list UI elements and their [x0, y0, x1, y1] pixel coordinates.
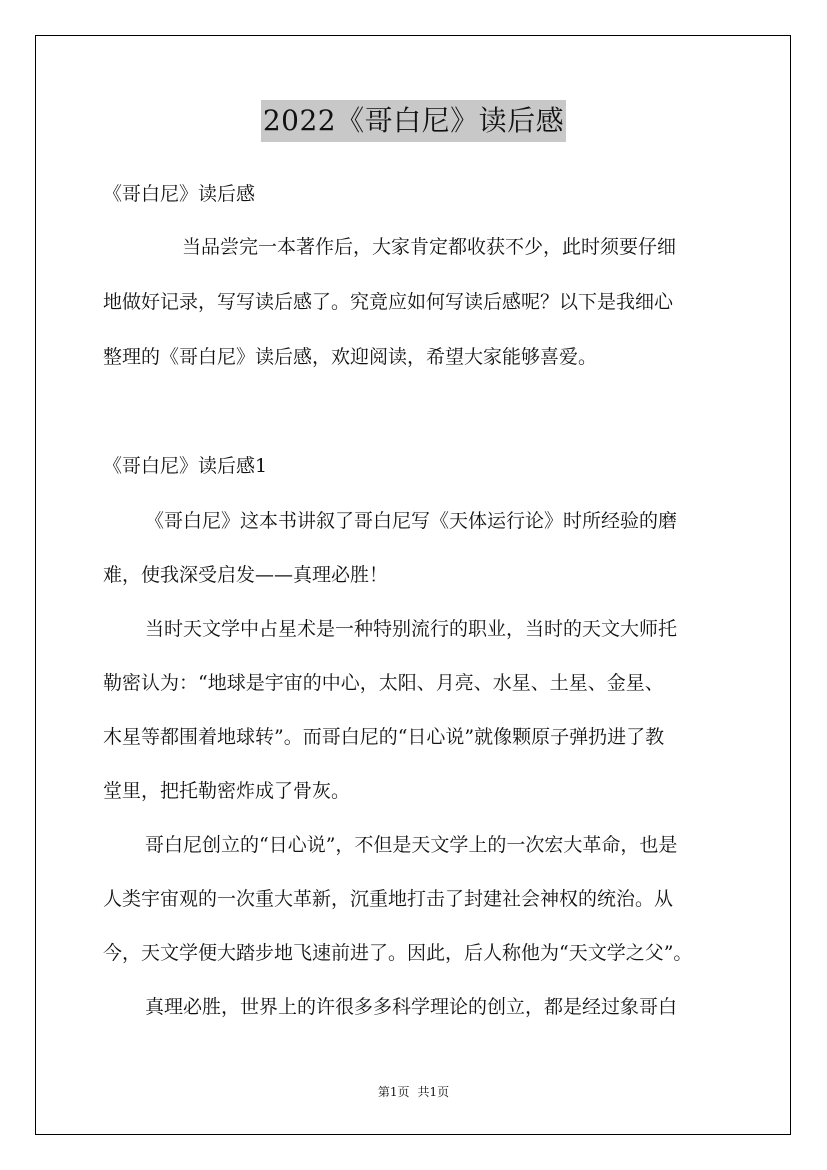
intro-line: 整理的《哥白尼》读后感，欢迎阅读，希望大家能够喜爱。: [103, 346, 598, 368]
body-line: 难，使我深受启发——真理必胜！: [103, 564, 389, 586]
section-heading: 《哥白尼》读后感1: [103, 455, 268, 477]
page-number: 第1页: [377, 1085, 410, 1099]
intro-line: 当品尝完一本著作后，大家肯定都收获不少，此时须要仔细: [182, 236, 677, 258]
body-line: 《哥白尼》这本书讲叙了哥白尼写《天体运行论》时所经验的磨: [145, 510, 678, 532]
body-line: 今，天文学便大踏步地飞速前进了。因此，后人称他为“天文学之父”。: [103, 942, 693, 964]
subtitle: 《哥白尼》读后感: [103, 183, 256, 205]
body-line: 勒密认为：“地球是宇宙的中心，太阳、月亮、水星、土星、金星、: [103, 672, 664, 694]
document-title: 2022《哥白尼》读后感: [261, 100, 566, 142]
title-wrap: [0, 100, 827, 142]
page-footer: [0, 1083, 827, 1101]
body-line: 堂里，把托勒密炸成了骨灰。: [103, 780, 351, 802]
body-line: 哥白尼创立的“日心说”，不但是天文学上的一次宏大革命，也是: [145, 834, 678, 856]
body-line: 木星等都围着地球转”。而哥白尼的“日心说”就像颗原子弹扔进了教: [103, 726, 665, 748]
body-line: 真理必胜，世界上的许很多多科学理论的创立，都是经过象哥白: [145, 996, 678, 1018]
page-total: 共1页: [417, 1085, 450, 1099]
body-line: 人类宇宙观的一次重大革新，沉重地打击了封建社会神权的统治。从: [103, 888, 674, 910]
intro-line: 地做好记录，写写读后感了。究竟应如何写读后感呢？以下是我细心: [103, 291, 674, 313]
body-line: 当时天文学中占星术是一种特别流行的职业，当时的天文大师托: [145, 618, 678, 640]
